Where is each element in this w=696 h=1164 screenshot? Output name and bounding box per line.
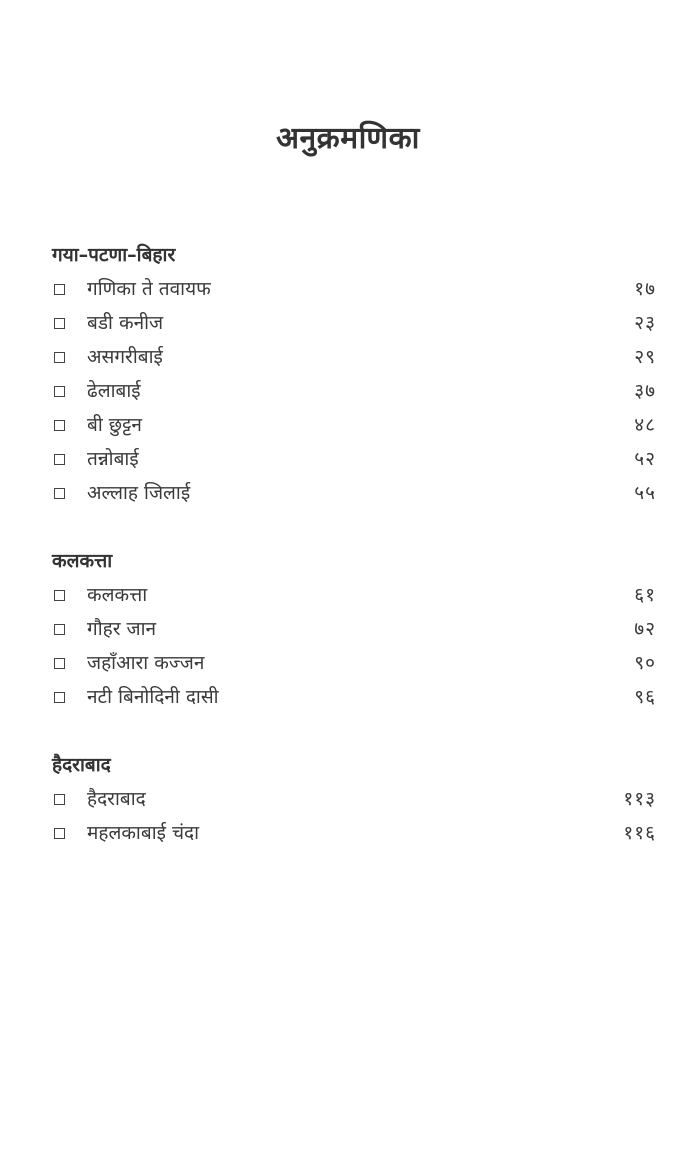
toc-entry xyxy=(52,408,656,442)
entry-title: गौहर जान xyxy=(87,618,157,640)
page-title: अनुक्रमणिका xyxy=(276,121,420,156)
checkbox-square-icon xyxy=(54,794,65,805)
checkbox-square-icon xyxy=(54,828,65,839)
entry-title: गणिका ते तवायफ xyxy=(87,278,211,300)
entry-page-number: ११३ xyxy=(623,788,656,810)
section-heading: गया–पटणा–बिहार xyxy=(52,244,176,266)
toc-section xyxy=(52,748,656,850)
entry-page-number: २९ xyxy=(634,346,656,368)
toc-entry xyxy=(52,476,656,510)
entry-page-number: १७ xyxy=(634,278,656,300)
entry-page-number: ७२ xyxy=(634,618,656,640)
checkbox-square-icon xyxy=(54,488,65,499)
checkbox-square-icon xyxy=(54,284,65,295)
checkbox-square-icon xyxy=(54,454,65,465)
toc-entry xyxy=(52,680,656,714)
checkbox-square-icon xyxy=(54,692,65,703)
entry-title: बडी कनीज xyxy=(87,312,164,334)
toc-section xyxy=(52,238,656,510)
checkbox-square-icon xyxy=(54,420,65,431)
checkbox-square-icon xyxy=(54,386,65,397)
toc-entry xyxy=(52,340,656,374)
toc-entry xyxy=(52,272,656,306)
entry-page-number: ९० xyxy=(634,652,656,674)
entry-page-number: ९६ xyxy=(634,686,656,708)
checkbox-square-icon xyxy=(54,658,65,669)
entry-title: अल्लाह जिलाई xyxy=(87,482,191,504)
entry-page-number: ४८ xyxy=(634,414,656,436)
checkbox-square-icon xyxy=(54,624,65,635)
toc-entry xyxy=(52,374,656,408)
checkbox-square-icon xyxy=(54,352,65,363)
entry-title: कलकत्ता xyxy=(87,584,148,606)
entry-title: तन्नोबाई xyxy=(87,448,139,470)
entry-page-number: ११६ xyxy=(623,822,656,844)
entry-title: बी छुट्टन xyxy=(87,414,142,436)
entry-title: नटी बिनोदिनी दासी xyxy=(87,686,219,708)
section-heading: कलकत्ता xyxy=(52,550,113,572)
entry-title: ढेलाबाई xyxy=(87,380,141,402)
entry-title: जहाँआरा कज्जन xyxy=(87,652,205,674)
section-heading: हैदराबाद xyxy=(52,754,111,776)
toc-sections xyxy=(52,238,656,884)
toc-entry xyxy=(52,306,656,340)
toc-entry xyxy=(52,782,656,816)
toc-entry xyxy=(52,816,656,850)
entry-page-number: ३७ xyxy=(634,380,656,402)
entry-title: हैदराबाद xyxy=(87,788,146,810)
entry-title: असगरीबाई xyxy=(87,346,163,368)
entry-page-number: ५२ xyxy=(634,448,656,470)
entry-title: महलकाबाई चंदा xyxy=(87,822,200,844)
checkbox-square-icon xyxy=(54,590,65,601)
entry-page-number: ६१ xyxy=(634,584,656,606)
toc-entry xyxy=(52,612,656,646)
entry-page-number: २३ xyxy=(634,312,656,334)
toc-entry xyxy=(52,442,656,476)
checkbox-square-icon xyxy=(54,318,65,329)
entry-page-number: ५५ xyxy=(634,482,656,504)
toc-entry xyxy=(52,578,656,612)
toc-entry xyxy=(52,646,656,680)
toc-section xyxy=(52,544,656,714)
